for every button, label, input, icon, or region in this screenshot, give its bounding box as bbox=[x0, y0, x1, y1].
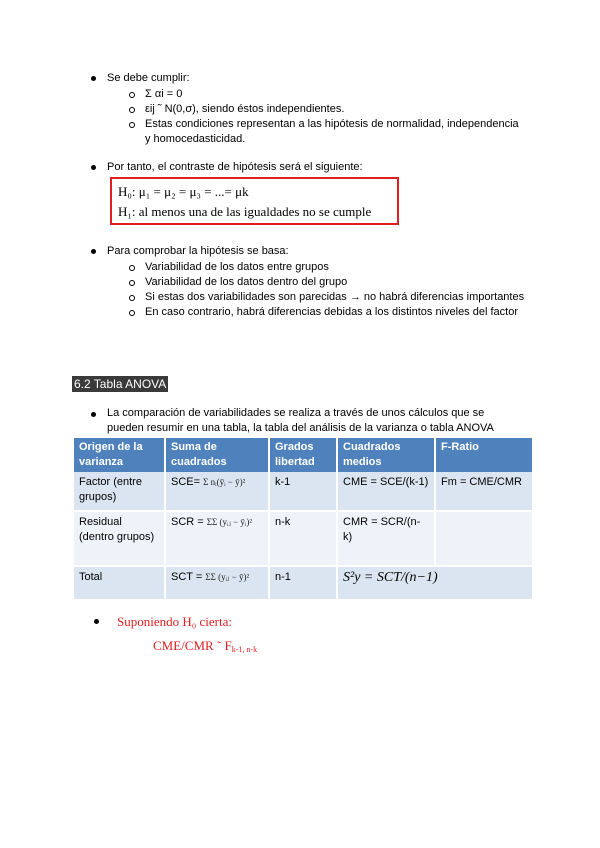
bullet-dot bbox=[91, 76, 96, 81]
bullet-dot bbox=[91, 165, 96, 170]
sum-formula: Σ nᵢ(ȳᵢ − ȳ)² bbox=[203, 477, 246, 487]
block3-sub-2: Variabilidad de los datos dentro del grupo bbox=[145, 276, 348, 288]
hypothesis-box bbox=[110, 177, 399, 225]
cell-df: k-1 bbox=[269, 472, 337, 511]
block3-sub-4: En caso contrario, habrá diferencias debidas a los distintos niveles del factor bbox=[145, 306, 518, 318]
anova-table bbox=[74, 438, 534, 601]
cell-f: Fm = CME/CMR bbox=[435, 472, 533, 511]
cell-df: n-1 bbox=[269, 566, 337, 600]
block1-sub-3-cont: y homocedasticidad. bbox=[145, 133, 246, 145]
sub-bullet-circle bbox=[129, 122, 135, 128]
sum-label: SCE= bbox=[171, 476, 201, 488]
header-df: Grados libertad bbox=[269, 438, 337, 472]
header-sum: Suma de cuadrados bbox=[165, 438, 269, 472]
header-fratio: F-Ratio bbox=[435, 438, 533, 472]
cell-f bbox=[435, 511, 533, 566]
cell-origin: Factor (entre grupos) bbox=[74, 472, 165, 511]
hypothesis-h0: H₀: μ₁ = μ₂ = μ₃ = ...= μk bbox=[118, 184, 249, 199]
block4-line-1: La comparación de variabilidades se realiza a través de unos cálculos que se bbox=[107, 407, 485, 419]
block1-sub-1: Σ αi = 0 bbox=[145, 88, 183, 100]
block5-line-1: Suponiendo H₀ cierta: bbox=[117, 614, 233, 629]
block3-sub-1: Variabilidad de los datos entre grupos bbox=[145, 261, 329, 273]
cell-origin: Residual (dentro grupos) bbox=[74, 511, 165, 566]
sub-bullet-circle bbox=[129, 265, 135, 271]
block2-bullet: Por tanto, el contraste de hipótesis será el siguiente: bbox=[107, 161, 363, 173]
block5-line-2 bbox=[153, 637, 257, 658]
sum-formula: ΣΣ (yᵢⱼ − ȳᵢ)² bbox=[206, 517, 253, 527]
header-ms: Cuadrados medios bbox=[337, 438, 435, 472]
table-header-row bbox=[74, 438, 533, 472]
sub-bullet-circle bbox=[129, 280, 135, 286]
cell-ms: CMR = SCR/(n-k) bbox=[337, 511, 435, 566]
cell-df: n-k bbox=[269, 511, 337, 566]
fdist-subscript: k-1, n-k bbox=[231, 645, 258, 654]
cell-sum bbox=[165, 472, 269, 511]
block1-sub-3: Estas condiciones representan a las hipótesis de normalidad, independencia bbox=[145, 118, 519, 130]
sub-bullet-circle bbox=[129, 107, 135, 113]
sum-label: SCT = bbox=[171, 571, 203, 583]
cell-ms bbox=[337, 566, 533, 600]
table-row bbox=[74, 472, 533, 511]
sub-bullet-circle bbox=[129, 92, 135, 98]
block4-line-2: pueden resumir en una tabla, la tabla del análisis de la varianza o tabla ANOVA bbox=[107, 422, 494, 434]
cell-ms: CME = SCE/(k-1) bbox=[337, 472, 435, 511]
sum-label: SCR = bbox=[171, 516, 204, 528]
block3-bullet: Para comprobar la hipótesis se basa: bbox=[107, 245, 289, 257]
block3-sub-3: Si estas dos variabilidades son parecidas → no habrá diferencias importantes bbox=[145, 291, 525, 303]
bullet-dot bbox=[94, 619, 99, 624]
sum-formula: ΣΣ (yᵢⱼ − ȳ)² bbox=[205, 572, 250, 582]
block1-sub-2: εij ˜ N(0,σ), siendo éstos independientes. bbox=[145, 103, 345, 115]
hypothesis-h1: H₁: al menos una de las igualdades no se cumple bbox=[118, 204, 372, 219]
fdist-label: CME/CMR ˜ F bbox=[153, 638, 232, 653]
cell-origin: Total bbox=[74, 566, 165, 600]
variance-formula: S²y = SCT/(n−1) bbox=[343, 570, 438, 585]
bullet-dot bbox=[91, 249, 96, 254]
cell-sum bbox=[165, 511, 269, 566]
cell-sum bbox=[165, 566, 269, 600]
bullet-dot bbox=[91, 412, 96, 417]
section-heading: 6.2 Tabla ANOVA bbox=[74, 377, 167, 391]
block1-bullet: Se debe cumplir: bbox=[107, 72, 190, 84]
header-origin: Origen de la varianza bbox=[74, 438, 165, 472]
table-row bbox=[74, 566, 533, 600]
table-row bbox=[74, 511, 533, 566]
sub-bullet-circle bbox=[129, 310, 135, 316]
sub-bullet-circle bbox=[129, 295, 135, 301]
